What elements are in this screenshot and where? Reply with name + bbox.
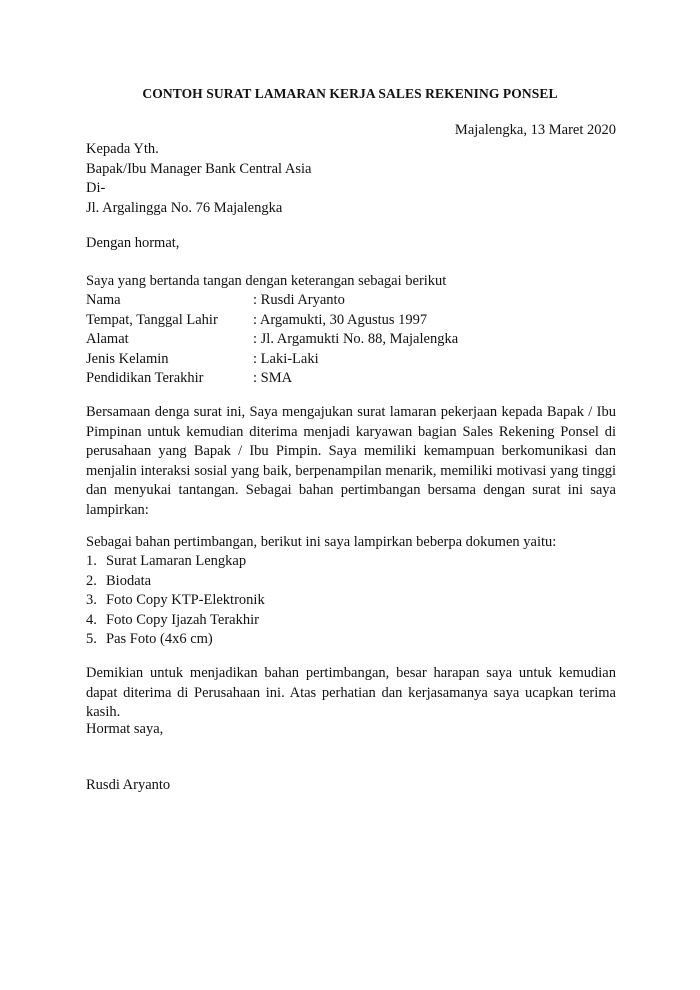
identity-value: : SMA bbox=[253, 370, 293, 386]
identity-table bbox=[86, 291, 616, 389]
list-item-number: 5. bbox=[86, 631, 97, 647]
list-item-text: Foto Copy KTP-Elektronik bbox=[106, 592, 265, 608]
recipient-block bbox=[86, 140, 616, 218]
recipient-line: Kepada Yth. bbox=[86, 141, 159, 157]
signature-name: Rusdi Aryanto bbox=[86, 777, 171, 793]
attachments-intro: Sebagai bahan pertimbangan, berikut ini saya lampirkan beberpa dokumen yaitu: bbox=[86, 534, 557, 550]
identity-row bbox=[86, 311, 616, 331]
list-item bbox=[86, 552, 616, 572]
list-item bbox=[86, 591, 616, 611]
identity-row bbox=[86, 291, 616, 311]
closing-paragraph: Demikian untuk menjadikan bahan pertimbangan, besar harapan saya untuk kemudian dapat diterima di Perusahaan ini. Atas perhatian dan kerjasamanya saya ucapkan terima kasih. bbox=[86, 665, 616, 720]
identity-label: Pendidikan Terakhir bbox=[86, 370, 204, 386]
identity-label: Tempat, Tanggal Lahir bbox=[86, 311, 218, 328]
regards-line: Hormat saya, bbox=[86, 721, 164, 737]
list-item-number: 2. bbox=[86, 572, 97, 589]
letter-date: Majalengka, 13 Maret 2020 bbox=[454, 122, 616, 138]
recipient-line: Jl. Argalingga No. 76 Majalengka bbox=[86, 199, 283, 216]
list-item-text: Foto Copy Ijazah Terakhir bbox=[106, 611, 259, 628]
identity-value: : Argamukti, 30 Agustus 1997 bbox=[253, 311, 428, 328]
list-item bbox=[86, 572, 616, 592]
list-item-text: Surat Lamaran Lengkap bbox=[106, 553, 247, 569]
greeting: Dengan hormat, bbox=[86, 235, 180, 251]
recipient-line: Bapak/Ibu Manager Bank Central Asia bbox=[86, 160, 312, 177]
body-paragraph-text: Bersamaan denga surat ini, Saya mengajukan surat lamaran pekerjaan kepada Bapak / Ibu Pimpinan untuk kemudian diterima menjadi karyawan bagian Sales Rekening Ponsel di perusahaan yang Bapak / Ibu Pimpin. Saya memiliki kemampuan berkomunikasi dan menjalin interaksi sosial yang baik, berpenampilan menarik, memiliki motivasi yang tinggi dan menyukai tantangan. Sebagai bahan pertimbangan bersama dengan surat ini saya lampirkan: bbox=[86, 404, 616, 518]
list-item-number: 1. bbox=[86, 553, 97, 569]
identity-row bbox=[86, 330, 616, 350]
list-item-number: 3. bbox=[86, 592, 97, 608]
recipient-line: Di- bbox=[86, 180, 106, 196]
list-item-number: 4. bbox=[86, 611, 97, 628]
identity-row bbox=[86, 350, 616, 370]
identity-value: : Laki-Laki bbox=[253, 350, 319, 367]
list-item-text: Biodata bbox=[106, 572, 152, 589]
list-item bbox=[86, 611, 616, 631]
body-paragraph bbox=[86, 403, 616, 520]
identity-value: : Rusdi Aryanto bbox=[253, 292, 345, 308]
attachments-list bbox=[86, 552, 616, 650]
list-item bbox=[86, 630, 616, 650]
identity-label: Nama bbox=[86, 292, 121, 308]
intro-line: Saya yang bertanda tangan dengan keterangan sebagai berikut bbox=[86, 273, 447, 289]
identity-row bbox=[86, 369, 616, 389]
identity-value: : Jl. Argamukti No. 88, Majalengka bbox=[253, 331, 459, 347]
list-item-text: Pas Foto (4x6 cm) bbox=[106, 631, 213, 647]
identity-label: Jenis Kelamin bbox=[86, 350, 169, 367]
identity-label: Alamat bbox=[86, 331, 129, 347]
letter-title: CONTOH SURAT LAMARAN KERJA SALES REKENING PONSEL bbox=[142, 86, 558, 101]
